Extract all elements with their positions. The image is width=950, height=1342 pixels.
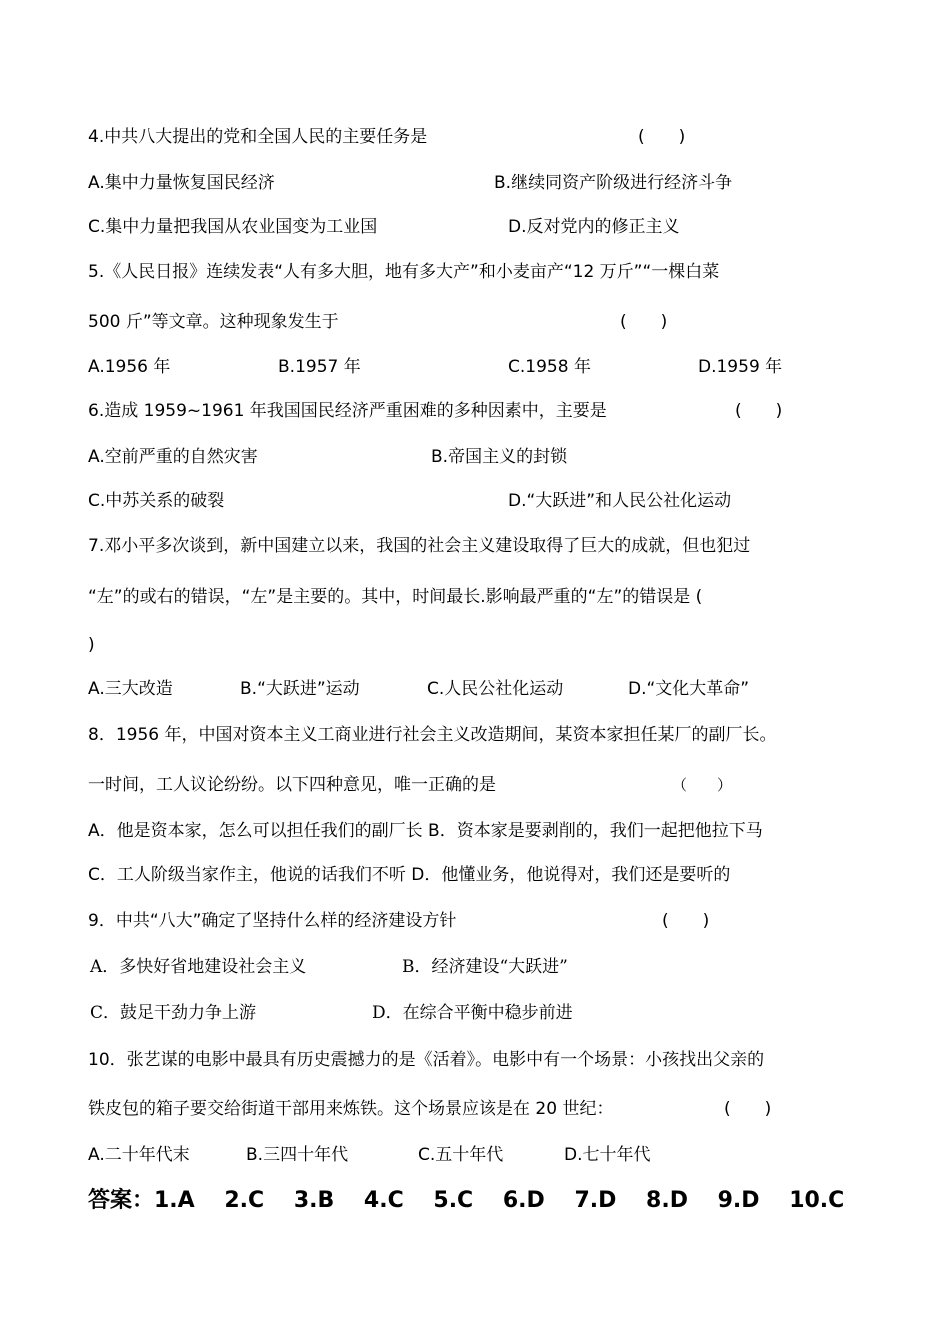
q7-option-d: D.“文化大革命” [628, 679, 750, 699]
q7-stem-line2: “左”的或右的错误，“左”是主要的。其中，时间最长.影响最严重的“左”的错误是 ( [88, 587, 703, 607]
q7-option-c: C.人民公社化运动 [427, 679, 564, 699]
q4-stem: 4.中共八大提出的党和全国人民的主要任务是 [88, 127, 428, 147]
q10-option-a: A.二十年代末 [88, 1145, 190, 1165]
q5-stem-line1: 5.《人民日报》连续发表“人有多大胆，地有多大产”和小麦亩产“12 万斤”“一棵白菜 [88, 262, 720, 282]
q10-paren: ( ) [724, 1099, 772, 1119]
q10-stem-line2: 铁皮包的箱子要交给街道干部用来炼铁。这个场景应该是在 20 世纪： [88, 1099, 614, 1119]
q5-option-a: A.1956 年 [88, 357, 171, 377]
q10-stem-line1: 10．张艺谋的电影中最具有历史震撼力的是《活着》。电影中有一个场景：小孩找出父亲的 [88, 1050, 765, 1070]
q6-paren: ( ) [735, 401, 783, 421]
q8-stem-line2: 一时间，工人议论纷纷。以下四种意见，唯一正确的是 [88, 775, 496, 795]
q5-stem-line2: 500 斤”等文章。这种现象发生于 [88, 312, 339, 332]
q10-option-b: B.三四十年代 [246, 1145, 349, 1165]
q5-paren: ( ) [620, 312, 668, 332]
q6-stem: 6.造成 1959~1961 年我国国民经济严重困难的多种因素中，主要是 [88, 401, 607, 421]
q6-option-c: C.中苏关系的破裂 [88, 491, 225, 511]
q8-paren: （ ） [672, 776, 733, 794]
q9-option-b: B．经济建设“大跃进” [402, 957, 568, 977]
q9-option-d: D．在综合平衡中稳步前进 [372, 1003, 573, 1023]
q6-option-d: D.“大跃进”和人民公社化运动 [508, 491, 732, 511]
q4-option-d: D.反对党内的修正主义 [508, 217, 680, 237]
q6-option-b: B.帝国主义的封锁 [431, 447, 568, 467]
q4-option-b: B.继续同资产阶级进行经济斗争 [494, 173, 733, 193]
q9-paren: ( ) [662, 911, 710, 931]
q9-stem: 9．中共“八大”确定了坚持什么样的经济建设方针 [88, 911, 457, 931]
q4-option-a: A.集中力量恢复国民经济 [88, 173, 275, 193]
q4-option-c: C.集中力量把我国从农业国变为工业国 [88, 217, 378, 237]
q9-option-c: C．鼓足干劲力争上游 [90, 1003, 257, 1023]
q5-option-d: D.1959 年 [698, 357, 783, 377]
q10-option-c: C.五十年代 [418, 1145, 504, 1165]
q10-option-d: D.七十年代 [564, 1145, 651, 1165]
q8-options-cd: C．工人阶级当家作主，他说的话我们不听 D．他懂业务，他说得对，我们还是要听的 [88, 865, 731, 885]
q7-option-b: B.“大跃进”运动 [240, 679, 360, 699]
q8-options-ab: A．他是资本家，怎么可以担任我们的副厂长 B．资本家是要剥削的，我们一起把他拉下马 [88, 821, 763, 841]
q5-option-c: C.1958 年 [508, 357, 591, 377]
q9-option-a: A．多快好省地建设社会主义 [90, 957, 307, 977]
q5-option-b: B.1957 年 [278, 357, 361, 377]
q6-option-a: A.空前严重的自然灾害 [88, 447, 258, 467]
q4-paren: ( ) [638, 127, 686, 147]
answer-key: 答案：1.A 2.C 3.B 4.C 5.C 6.D 7.D 8.D 9.D 10.C [88, 1188, 845, 1213]
q7-stem-line1: 7.邓小平多次谈到，新中国建立以来，我国的社会主义建设取得了巨大的成就，但也犯过 [88, 536, 751, 556]
q7-stem-line3: ) [88, 635, 95, 655]
q8-stem-line1: 8．1956 年，中国对资本主义工商业进行社会主义改造期间，某资本家担任某厂的副厂长。 [88, 725, 777, 745]
q7-option-a: A.三大改造 [88, 679, 173, 699]
